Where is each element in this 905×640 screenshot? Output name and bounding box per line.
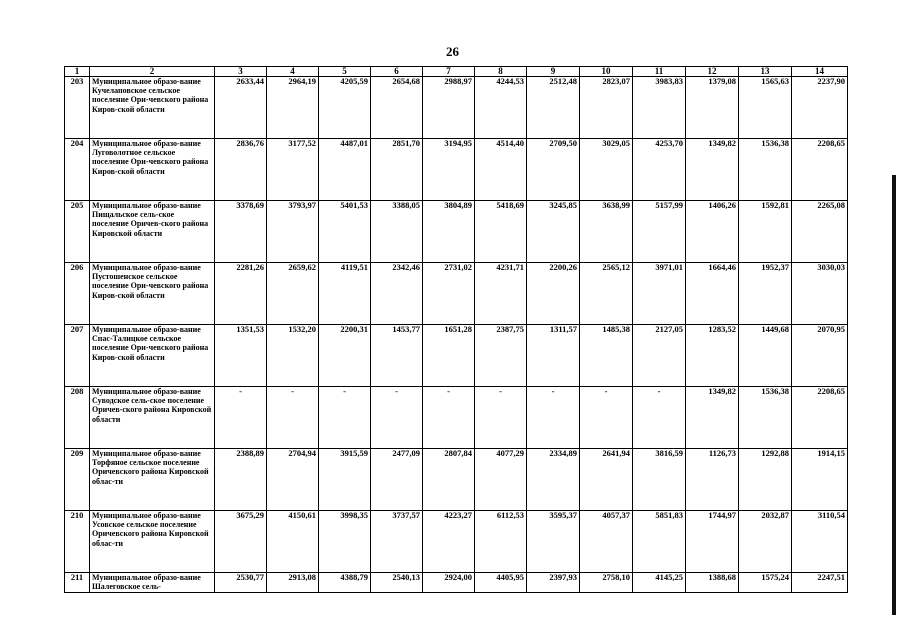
value-cell: 1351,53 [215, 325, 267, 387]
table-row [65, 139, 848, 201]
value-cell: 6112,53 [475, 511, 527, 573]
value-cell: 4253,70 [633, 139, 686, 201]
row-number: 208 [65, 387, 90, 449]
value-cell: 2823,07 [580, 77, 633, 139]
value-cell: - [319, 387, 371, 449]
table-row [65, 325, 848, 387]
municipality-name: Муниципальное образо-вание Шалеговское сель- [90, 573, 215, 593]
value-cell: - [475, 387, 527, 449]
value-cell: 2208,65 [792, 139, 848, 201]
row-number: 204 [65, 139, 90, 201]
value-cell: 2127,05 [633, 325, 686, 387]
value-cell: - [215, 387, 267, 449]
value-cell: 1664,46 [686, 263, 739, 325]
value-cell: 2342,46 [371, 263, 423, 325]
value-cell: 4487,01 [319, 139, 371, 201]
header-row [65, 67, 848, 77]
value-cell: 4119,51 [319, 263, 371, 325]
value-cell: 4244,53 [475, 77, 527, 139]
table-body [65, 77, 848, 593]
row-number: 209 [65, 449, 90, 511]
table-row [65, 387, 848, 449]
value-cell: 1592,81 [739, 201, 792, 263]
table-row [65, 511, 848, 573]
value-cell: 3983,83 [633, 77, 686, 139]
value-cell: 1532,20 [267, 325, 319, 387]
value-cell: 4231,71 [475, 263, 527, 325]
value-cell: 2851,70 [371, 139, 423, 201]
value-cell: 2200,31 [319, 325, 371, 387]
value-cell: 2924,00 [423, 573, 475, 593]
value-cell: 5401,53 [319, 201, 371, 263]
scan-edge-bar [892, 175, 896, 615]
value-cell: 5157,99 [633, 201, 686, 263]
value-cell: 1283,52 [686, 325, 739, 387]
value-cell: 2265,08 [792, 201, 848, 263]
value-cell: 3595,37 [527, 511, 580, 573]
value-cell: 1744,97 [686, 511, 739, 573]
value-cell: 1349,82 [686, 139, 739, 201]
value-cell: 2659,62 [267, 263, 319, 325]
value-cell: 4405,95 [475, 573, 527, 593]
value-cell: 4388,79 [319, 573, 371, 593]
header-cell: 2 [90, 67, 215, 77]
value-cell: 1449,68 [739, 325, 792, 387]
tariff-table [64, 66, 848, 593]
table-row [65, 573, 848, 593]
municipality-name: Муниципальное образо-вание Луговолотное сельское поселение Ори-чевского района Киров-ской области [90, 139, 215, 201]
value-cell: - [633, 387, 686, 449]
value-cell: 3194,95 [423, 139, 475, 201]
header-cell: 13 [739, 67, 792, 77]
value-cell: 2704,94 [267, 449, 319, 511]
value-cell: 4223,27 [423, 511, 475, 573]
value-cell: 2836,76 [215, 139, 267, 201]
value-cell: 2633,44 [215, 77, 267, 139]
value-cell: 2397,93 [527, 573, 580, 593]
header-cell: 9 [527, 67, 580, 77]
value-cell: 3245,85 [527, 201, 580, 263]
header-cell: 10 [580, 67, 633, 77]
value-cell: 1406,26 [686, 201, 739, 263]
value-cell: 4145,25 [633, 573, 686, 593]
value-cell: 2731,02 [423, 263, 475, 325]
value-cell: 2070,95 [792, 325, 848, 387]
table-row [65, 263, 848, 325]
municipality-name: Муниципальное образо-вание Спас-Талицкое сельское поселение Ори-чевского района Киров-ской области [90, 325, 215, 387]
value-cell: - [371, 387, 423, 449]
value-cell: 1536,38 [739, 139, 792, 201]
municipality-name: Муниципальное образо-вание Суводское сель-ское поселение Оричев-ского района Кировской области [90, 387, 215, 449]
header-cell: 12 [686, 67, 739, 77]
header-cell: 1 [65, 67, 90, 77]
value-cell: 2654,68 [371, 77, 423, 139]
value-cell: 4057,37 [580, 511, 633, 573]
value-cell: 2388,89 [215, 449, 267, 511]
value-cell: 3030,03 [792, 263, 848, 325]
value-cell: 5851,83 [633, 511, 686, 573]
row-number: 211 [65, 573, 90, 593]
value-cell: 3638,99 [580, 201, 633, 263]
value-cell: 1651,28 [423, 325, 475, 387]
value-cell: 2208,65 [792, 387, 848, 449]
value-cell: 2964,19 [267, 77, 319, 139]
value-cell: 2237,90 [792, 77, 848, 139]
value-cell: 2032,87 [739, 511, 792, 573]
header-cell: 11 [633, 67, 686, 77]
header-cell: 7 [423, 67, 475, 77]
row-number: 210 [65, 511, 90, 573]
value-cell: - [267, 387, 319, 449]
value-cell: 5418,69 [475, 201, 527, 263]
value-cell: 3804,89 [423, 201, 475, 263]
row-number: 206 [65, 263, 90, 325]
value-cell: 2988,97 [423, 77, 475, 139]
table-row [65, 201, 848, 263]
value-cell: 2913,08 [267, 573, 319, 593]
header-cell: 4 [267, 67, 319, 77]
value-cell: - [423, 387, 475, 449]
header-cell: 3 [215, 67, 267, 77]
value-cell: 3816,59 [633, 449, 686, 511]
municipality-name: Муниципальное образо-вание Усовское сельское поселение Оричевского района Кировской облас-ти [90, 511, 215, 573]
value-cell: 2758,10 [580, 573, 633, 593]
value-cell: 2477,09 [371, 449, 423, 511]
value-cell: 1453,77 [371, 325, 423, 387]
value-cell: 3675,29 [215, 511, 267, 573]
value-cell: - [527, 387, 580, 449]
value-cell: - [580, 387, 633, 449]
value-cell: 1575,24 [739, 573, 792, 593]
value-cell: 2387,75 [475, 325, 527, 387]
table-row [65, 77, 848, 139]
value-cell: 3793,97 [267, 201, 319, 263]
value-cell: 3737,57 [371, 511, 423, 573]
value-cell: 2247,51 [792, 573, 848, 593]
municipality-name: Муниципальное образо-вание Торфяное сельское поселение Оричевского района Кировской облас-ти [90, 449, 215, 511]
value-cell: 1485,38 [580, 325, 633, 387]
value-cell: 2334,89 [527, 449, 580, 511]
value-cell: 1536,38 [739, 387, 792, 449]
value-cell: 4205,59 [319, 77, 371, 139]
value-cell: 3915,59 [319, 449, 371, 511]
value-cell: 3378,69 [215, 201, 267, 263]
header-cell: 5 [319, 67, 371, 77]
row-number: 205 [65, 201, 90, 263]
municipality-name: Муниципальное образо-вание Пустошенское сельское поселение Ори-чевского района Киров-ской области [90, 263, 215, 325]
value-cell: 1388,68 [686, 573, 739, 593]
row-number: 203 [65, 77, 90, 139]
value-cell: 1292,88 [739, 449, 792, 511]
table-row [65, 449, 848, 511]
value-cell: 1952,37 [739, 263, 792, 325]
value-cell: 2641,94 [580, 449, 633, 511]
value-cell: 2200,26 [527, 263, 580, 325]
municipality-name: Муниципальное образо-вание Кучелаповское сельское поселение Ори-чевского района Киров-ской области [90, 77, 215, 139]
value-cell: 2530,77 [215, 573, 267, 593]
value-cell: 2807,84 [423, 449, 475, 511]
municipality-name: Муниципальное образо-вание Пищальское сель-ское поселение Оричев-ского района Кировской области [90, 201, 215, 263]
value-cell: 3388,05 [371, 201, 423, 263]
value-cell: 2709,50 [527, 139, 580, 201]
value-cell: 1311,57 [527, 325, 580, 387]
value-cell: 1565,63 [739, 77, 792, 139]
value-cell: 3110,54 [792, 511, 848, 573]
value-cell: 2281,26 [215, 263, 267, 325]
page-number: 26 [446, 44, 459, 59]
value-cell: 2540,13 [371, 573, 423, 593]
value-cell: 2565,12 [580, 263, 633, 325]
value-cell: 3177,52 [267, 139, 319, 201]
value-cell: 3029,05 [580, 139, 633, 201]
value-cell: 1349,82 [686, 387, 739, 449]
value-cell: 1914,15 [792, 449, 848, 511]
value-cell: 2512,48 [527, 77, 580, 139]
header-cell: 6 [371, 67, 423, 77]
header-cell: 8 [475, 67, 527, 77]
value-cell: 4150,61 [267, 511, 319, 573]
header-cell: 14 [792, 67, 848, 77]
value-cell: 4514,40 [475, 139, 527, 201]
value-cell: 3971,01 [633, 263, 686, 325]
value-cell: 4077,29 [475, 449, 527, 511]
value-cell: 3998,35 [319, 511, 371, 573]
row-number: 207 [65, 325, 90, 387]
value-cell: 1379,08 [686, 77, 739, 139]
value-cell: 1126,73 [686, 449, 739, 511]
